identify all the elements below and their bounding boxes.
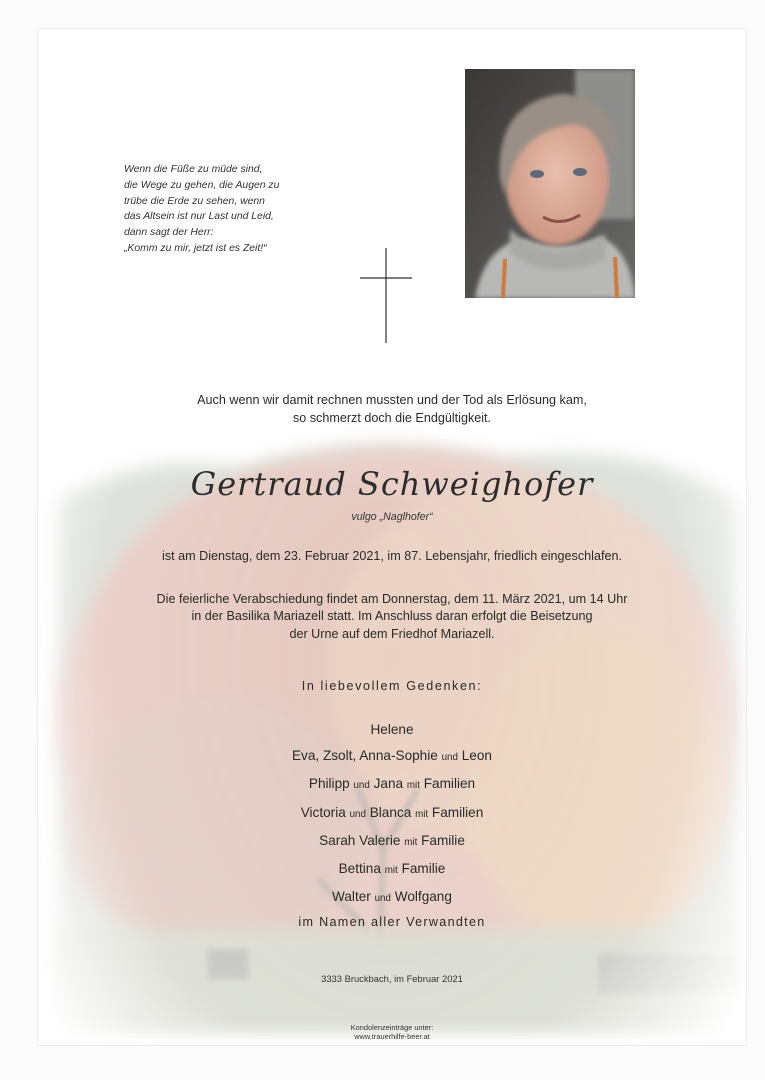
farewell-notice xyxy=(38,591,746,643)
farewell-line: der Urne auf dem Friedhof Mariazell. xyxy=(289,626,495,641)
poem-line: die Wege zu gehen, die Augen zu xyxy=(124,179,280,191)
condolence-info xyxy=(38,1023,746,1041)
cross-icon xyxy=(359,248,413,344)
mourner-line: Philipp und Jana mit Familien xyxy=(308,776,476,792)
condolence-label: Kondolenzeinträge unter: xyxy=(350,1023,434,1032)
nickname: vulgo „Naglhofer“ xyxy=(351,511,433,523)
intro-text xyxy=(38,392,746,427)
death-notice: ist am Dienstag, dem 23. Februar 2021, im 87. Lebensjahr, friedlich eingeschlafen. xyxy=(162,549,622,563)
farewell-line: Die feierliche Verabschiedung findet am Donnerstag, dem 11. März 2021, um 14 Uhr xyxy=(156,592,628,606)
mourner-line: Bettina mit Familie xyxy=(338,861,446,877)
mourner-line: Victoria und Blanca mit Familien xyxy=(300,804,484,820)
poem-line: trübe die Erde zu sehen, wenn xyxy=(124,195,265,207)
place-date: 3333 Bruckbach, im Februar 2021 xyxy=(321,973,463,984)
mourner-line: Helene xyxy=(370,722,414,737)
obituary-sheet xyxy=(37,28,747,1046)
mourner-line: Sarah Valerie mit Familie xyxy=(319,832,465,848)
farewell-line: in der Basilika Mariazell statt. Im Anschluss daran erfolgt die Beisetzung xyxy=(191,609,593,624)
gedenken-heading: In liebevollem Gedenken: xyxy=(301,679,483,693)
poem-line: „Komm zu mir, jetzt ist es Zeit!“ xyxy=(124,242,267,254)
condolence-link[interactable]: www.trauerhilfe-beer.at xyxy=(354,1032,430,1041)
intro-line: Auch wenn wir damit rechnen mussten und der Tod als Erlösung kam, xyxy=(197,393,587,407)
poem-line: Wenn die Füße zu müde sind, xyxy=(124,164,263,175)
deceased-name: Gertraud Schweighofer xyxy=(190,465,594,503)
mourner-line: Eva, Zsolt, Anna-Sophie und Leon xyxy=(291,748,492,764)
poem-line: das Altsein ist nur Last und Leid, xyxy=(124,211,274,223)
poem xyxy=(124,162,324,257)
relatives-line: im Namen aller Verwandten xyxy=(298,915,486,929)
mourner-line: Walter und Wolfgang xyxy=(332,889,452,905)
portrait-photo xyxy=(465,69,635,298)
mourners-list xyxy=(38,717,746,912)
poem-line: dann sagt der Herr: xyxy=(124,227,214,239)
intro-line: so schmerzt doch die Endgültigkeit. xyxy=(292,410,492,425)
